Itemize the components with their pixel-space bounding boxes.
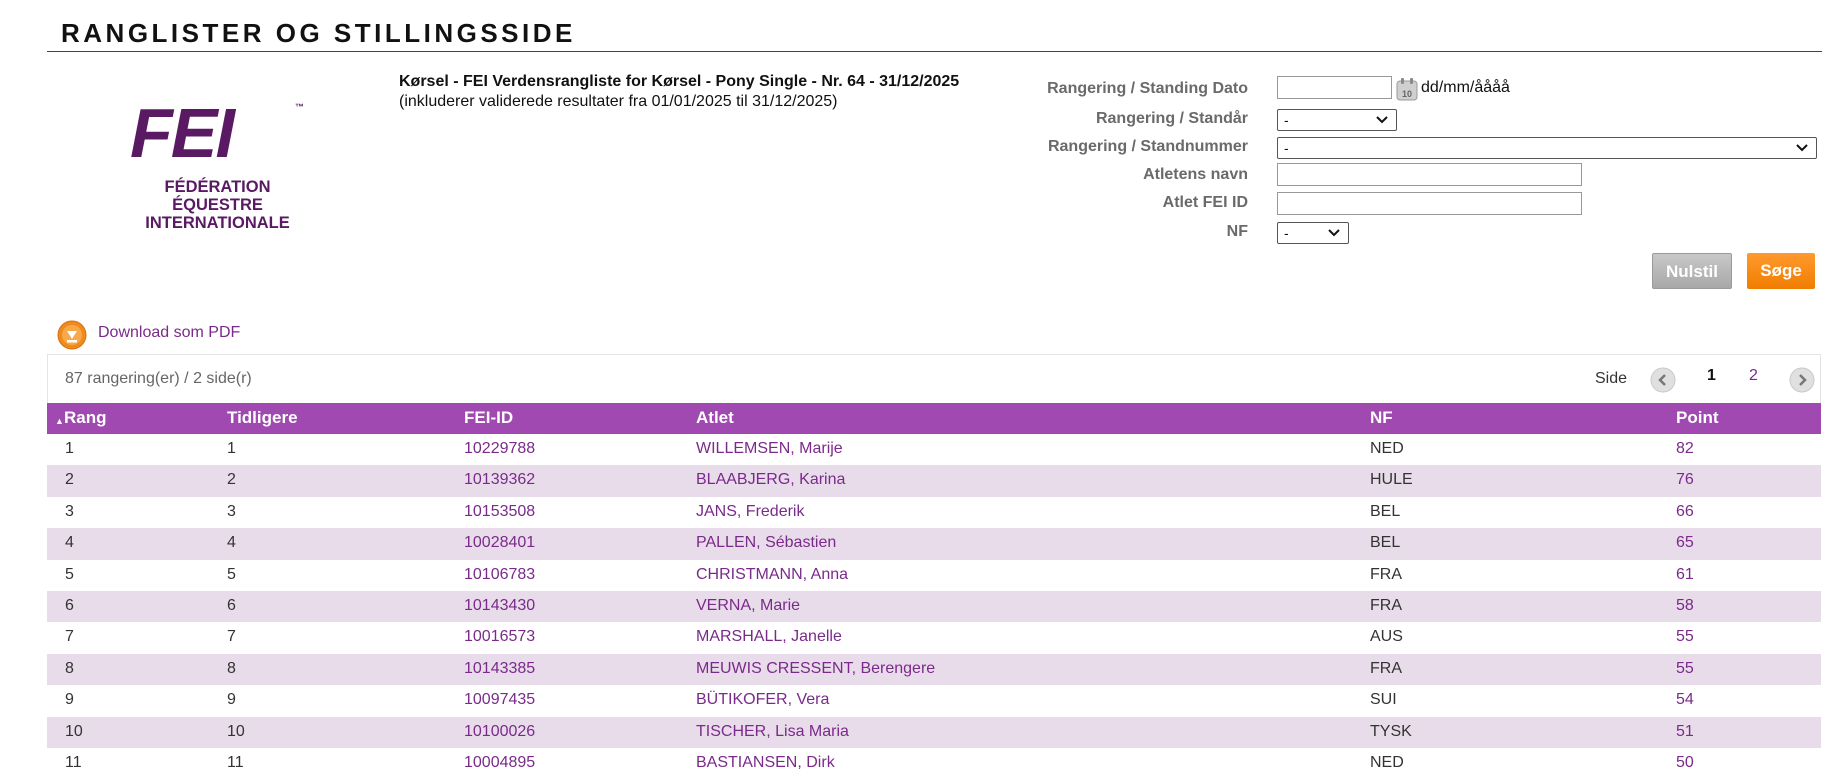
rank-cell: 4 [65, 534, 74, 552]
nf-cell: FRA [1370, 659, 1402, 677]
previous-rank-cell: 5 [227, 565, 236, 583]
nf-cell: BEL [1370, 502, 1401, 520]
fei-id-link[interactable]: 10153508 [464, 502, 536, 520]
reset-button[interactable]: Nulstil [1652, 253, 1732, 289]
athlete-name-input[interactable] [1277, 163, 1582, 186]
nf-cell: BEL [1370, 534, 1401, 552]
previous-rank-cell: 3 [227, 502, 236, 520]
fei-id-link[interactable]: 10143430 [464, 596, 536, 614]
fei-id-link[interactable]: 10106783 [464, 565, 536, 583]
fei-id-link[interactable]: 10004895 [464, 753, 536, 771]
points-link[interactable]: 58 [1676, 596, 1694, 614]
athlete-name-link[interactable]: JANS, Frederik [696, 502, 805, 520]
logo-line: ÉQUESTRE [172, 196, 263, 214]
page-current: 1 [1707, 367, 1716, 384]
points-link[interactable]: 55 [1676, 628, 1694, 646]
chevron-down-icon [1326, 225, 1342, 241]
rank-cell: 9 [65, 691, 74, 709]
chevron-down-icon [1374, 112, 1390, 128]
points-link[interactable]: 51 [1676, 722, 1694, 740]
date-format-hint: dd/mm/åååå [1421, 79, 1510, 96]
table-header [47, 403, 1821, 434]
previous-rank-cell: 9 [227, 691, 236, 709]
nf-cell: AUS [1370, 628, 1403, 646]
nf-cell: NED [1370, 753, 1404, 771]
nf-value: - [1284, 225, 1289, 241]
rank-cell: 7 [65, 628, 74, 646]
table-row [47, 654, 1821, 685]
download-icon[interactable] [57, 320, 87, 350]
page-title: RANGLISTER OG STILLINGSSIDE [61, 18, 576, 48]
standing-number-value: - [1284, 140, 1289, 156]
pagination-label: Side [1595, 370, 1628, 387]
points-link[interactable]: 54 [1676, 691, 1694, 709]
chevron-down-icon [1794, 140, 1810, 156]
results-header [47, 354, 1821, 406]
fei-id-link[interactable]: 10028401 [464, 534, 536, 552]
next-page-icon[interactable] [1788, 366, 1816, 394]
title-divider [47, 51, 1822, 52]
sort-up-icon[interactable]: ▲ [55, 416, 64, 426]
nf-cell: FRA [1370, 565, 1402, 583]
athlete-name-link[interactable]: MARSHALL, Janelle [696, 628, 842, 646]
standing-date-input[interactable] [1277, 76, 1392, 99]
ranking-subtitle: (inkluderer validerede resultater fra 01/01/2025 til 31/12/2025) [399, 93, 838, 110]
previous-rank-cell: 2 [227, 471, 236, 489]
fei-id-link[interactable]: 10139362 [464, 471, 536, 489]
col-points-header[interactable]: Point [1676, 408, 1719, 427]
rank-cell: 3 [65, 502, 74, 520]
col-athlete-header[interactable]: Atlet [696, 408, 734, 427]
prev-page-icon[interactable] [1649, 366, 1677, 394]
athlete-name-link[interactable]: PALLEN, Sébastien [696, 534, 837, 552]
table-row [47, 748, 1821, 779]
fei-logo [120, 94, 310, 238]
fei-id-link[interactable]: 10097435 [464, 691, 536, 709]
table-row [47, 465, 1821, 496]
nf-cell: NED [1370, 440, 1404, 457]
rank-cell: 6 [65, 596, 74, 614]
standing-year-select[interactable] [1277, 109, 1397, 131]
nf-cell: TYSK [1370, 722, 1412, 740]
previous-rank-cell: 10 [227, 722, 245, 740]
standing-year-value: - [1284, 112, 1289, 128]
nf-cell: SUI [1370, 691, 1397, 709]
table-row [47, 717, 1821, 748]
points-link[interactable]: 55 [1676, 659, 1694, 677]
table-row [47, 434, 1821, 465]
rank-cell: 2 [65, 471, 74, 489]
previous-rank-cell: 8 [227, 659, 236, 677]
download-pdf-link[interactable]: Download som PDF [98, 324, 241, 341]
rank-cell: 8 [65, 659, 74, 677]
standing-number-select[interactable] [1277, 137, 1817, 159]
table-row [47, 622, 1821, 653]
nf-cell: FRA [1370, 596, 1402, 614]
athlete-name-link[interactable]: BASTIANSEN, Dirk [696, 753, 835, 771]
search-button[interactable]: Søge [1747, 253, 1815, 289]
col-rank-header[interactable]: Rang [64, 408, 107, 427]
athlete-name-link[interactable]: BÜTIKOFER, Vera [696, 691, 830, 709]
nf-label: NF [1226, 223, 1248, 240]
trademark-symbol: ™ [295, 102, 304, 112]
athlete-name-link[interactable]: WILLEMSEN, Marije [696, 440, 843, 457]
previous-rank-cell: 4 [227, 534, 236, 552]
athlete-name-link[interactable]: CHRISTMANN, Anna [696, 565, 849, 583]
table-row [47, 528, 1821, 559]
athlete-name-link[interactable]: TISCHER, Lisa Maria [696, 722, 849, 740]
points-link[interactable]: 61 [1676, 565, 1694, 583]
page-link[interactable]: 2 [1749, 367, 1758, 384]
rank-cell: 5 [65, 565, 74, 583]
points-link[interactable]: 50 [1676, 753, 1694, 771]
nf-select[interactable] [1277, 222, 1349, 244]
athlete-name-link[interactable]: BLAABJERG, Karina [696, 471, 846, 489]
previous-rank-cell: 11 [227, 753, 244, 771]
logo-line: FÉDÉRATION [164, 178, 271, 196]
points-link[interactable]: 65 [1676, 534, 1694, 552]
rank-cell: 11 [65, 753, 82, 771]
table-body [47, 434, 1821, 779]
table-row [47, 497, 1821, 528]
athlete-id-label: Atlet FEI ID [1162, 194, 1248, 211]
col-previous-header[interactable]: Tidligere [227, 408, 298, 427]
fei-logo-text [120, 178, 315, 232]
fei-id-link[interactable]: 10143385 [464, 659, 536, 677]
standing-number-label: Rangering / Standnummer [1047, 138, 1248, 155]
previous-rank-cell: 6 [227, 596, 236, 614]
fei-logo-mark: FEI [130, 94, 233, 172]
athlete-id-input[interactable] [1277, 192, 1582, 215]
athlete-name-link[interactable]: MEUWIS CRESSENT, Berengere [696, 659, 936, 677]
table-row [47, 560, 1821, 591]
calendar-icon[interactable] [1396, 77, 1418, 101]
previous-rank-cell: 1 [227, 440, 236, 457]
nf-cell: HULE [1370, 471, 1413, 489]
standing-date-label: Rangering / Standing Dato [1047, 80, 1248, 97]
points-link[interactable]: 76 [1676, 471, 1694, 489]
svg-text:10: 10 [1401, 89, 1413, 99]
standing-year-label: Rangering / Standår [1095, 110, 1248, 127]
points-link[interactable]: 66 [1676, 502, 1694, 520]
ranking-title: Kørsel - FEI Verdensrangliste for Kørsel - Pony Single - Nr. 64 - 31/12/2025 [399, 73, 960, 90]
athlete-name-link[interactable]: VERNA, Marie [696, 596, 801, 614]
previous-rank-cell: 7 [227, 628, 236, 646]
fei-id-link[interactable]: 10016573 [464, 628, 536, 646]
rankings-table [47, 403, 1821, 779]
col-nf-header[interactable]: NF [1370, 408, 1393, 427]
fei-id-link[interactable]: 10100026 [464, 722, 536, 740]
results-count: 87 rangering(er) / 2 side(r) [65, 370, 252, 387]
logo-line: INTERNATIONALE [145, 214, 290, 232]
table-row [47, 591, 1821, 622]
rank-cell: 10 [65, 722, 83, 740]
athlete-name-label: Atletens navn [1143, 166, 1248, 183]
points-link[interactable]: 82 [1676, 440, 1694, 457]
table-row [47, 685, 1821, 716]
rank-cell: 1 [65, 440, 74, 457]
col-feiid-header[interactable]: FEI-ID [464, 408, 514, 427]
fei-id-link[interactable]: 10229788 [464, 440, 536, 457]
